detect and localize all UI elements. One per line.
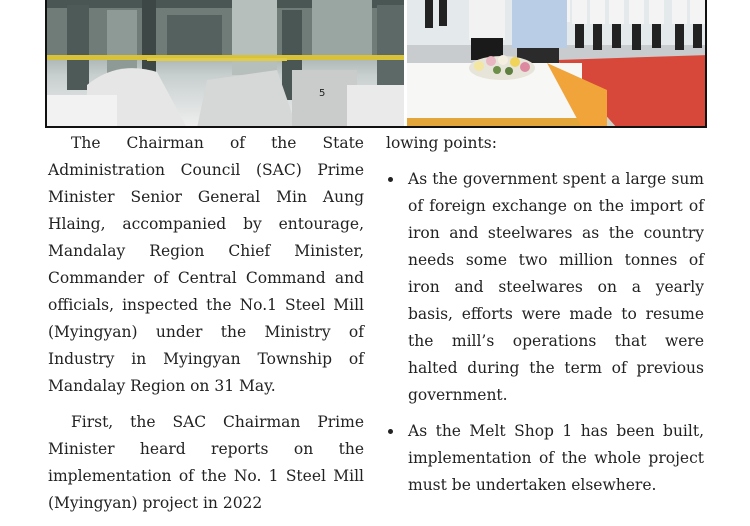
- bullet-icon: [388, 177, 393, 182]
- steel-mill-photo: [47, 0, 404, 126]
- article-paragraph: The Chairman of the State Administration Council (SAC) Prime Minister Senior General Min Aung Hlaing, accompanied by entourage, Mandalay Region Chief Minister, Commander of Central Command and officials, inspected the No.1 Steel Mill (Myingyan) under the Ministry of Industry in Myingyan Township of Mandalay Region on 31 May.: [48, 134, 364, 395]
- bullet-list: [386, 166, 704, 499]
- article-lead-text: lowing points:: [386, 134, 497, 152]
- bullet-text: As the Melt Shop 1 has been built, implementation of the whole project must be undertaken elsewhere.: [408, 422, 704, 494]
- list-item: [386, 418, 704, 499]
- bullet-icon: [388, 429, 393, 434]
- article-paragraph: First, the SAC Chairman Prime Minister heard reports on the implementation of the No. 1 Steel Mill (Myingyan) project in 2022: [48, 413, 364, 512]
- list-item: [386, 166, 704, 409]
- article-right-column: [386, 130, 704, 508]
- article-left-column: [48, 130, 364, 526]
- ceremony-photo: [407, 0, 705, 126]
- steel-mill-illustration: [47, 0, 404, 126]
- photo-strip: [45, 0, 707, 128]
- ceremony-illustration: [407, 0, 705, 126]
- bullet-text: As the government spent a large sum of foreign exchange on the import of iron and steelwares as the country needs some two million tonnes of iron and steelwares on a yearly basis, efforts were made to resume the mill’s operations that were halted during the term of previous government.: [408, 170, 704, 404]
- svg-text:5: 5: [319, 88, 326, 99]
